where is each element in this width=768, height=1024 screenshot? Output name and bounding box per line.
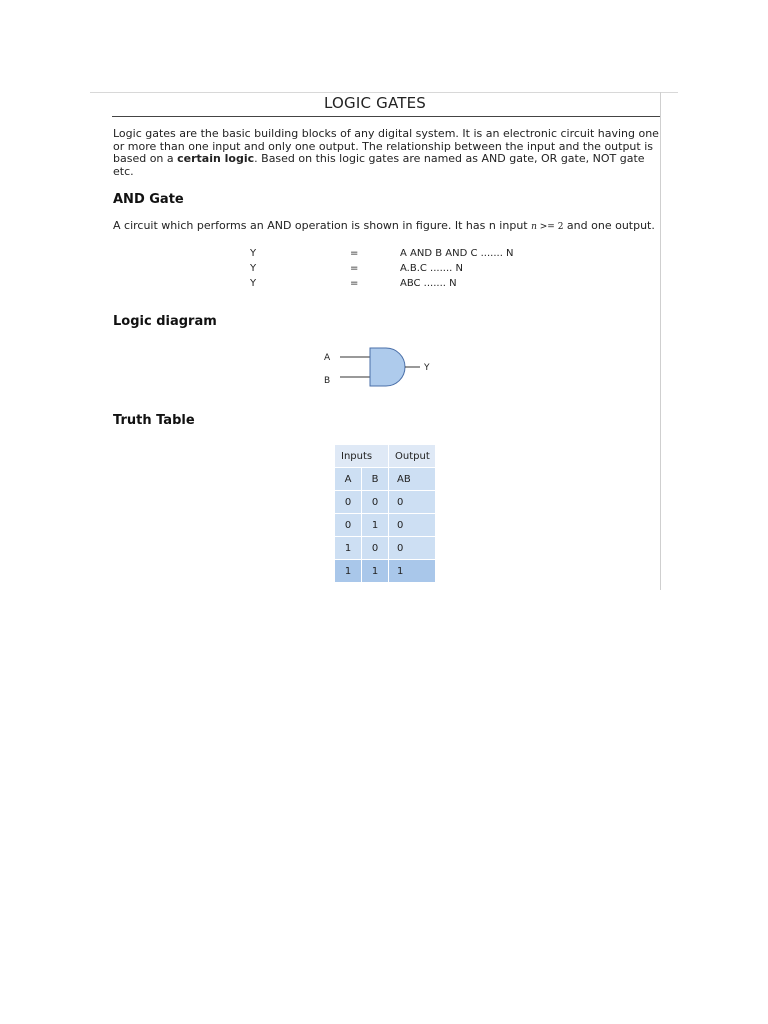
inputs-header: Inputs (335, 445, 389, 468)
diagram-output-y-label: Y (424, 363, 430, 373)
and-gate-shape (370, 348, 405, 386)
equation-lhs: Y (250, 278, 257, 289)
intro-bold-text: certain logic (177, 152, 255, 165)
logic-diagram-heading: Logic diagram (113, 314, 217, 329)
truth-table (334, 444, 436, 583)
equation-row (250, 248, 550, 263)
cell-output: 0 (389, 537, 436, 560)
equations-block (250, 248, 550, 293)
desc-comparison: >= 2 (536, 222, 564, 232)
diagram-input-a-label: A (324, 353, 331, 363)
equation-equals: = (350, 278, 359, 289)
truth-table-group-header (335, 445, 436, 468)
and-gate-description (113, 219, 661, 232)
equation-lhs: Y (250, 248, 257, 259)
output-header: Output (389, 445, 436, 468)
intro-text-2: . Based on this logic gates are named as AND gate, OR gate, NOT gate etc. (113, 152, 645, 178)
equation-equals: = (350, 263, 359, 274)
table-row (335, 514, 436, 537)
cell-output: 0 (389, 491, 436, 514)
column-header-ab: AB (389, 468, 436, 491)
column-header-b: B (362, 468, 389, 491)
cell-b: 0 (362, 491, 389, 514)
cell-b: 0 (362, 537, 389, 560)
cell-a: 0 (335, 491, 362, 514)
equation-rhs: ABC ....... N (400, 278, 457, 289)
equation-row (250, 263, 550, 278)
table-row (335, 491, 436, 514)
truth-table-column-header (335, 468, 436, 491)
and-gate-diagram (316, 344, 446, 390)
equation-lhs: Y (250, 263, 257, 274)
equation-row (250, 278, 550, 293)
cell-a: 0 (335, 514, 362, 537)
desc-text-1: A circuit which performs an AND operation is shown in figure. It has n input (113, 219, 532, 232)
intro-paragraph (113, 128, 661, 178)
equation-rhs: A AND B AND C ....... N (400, 248, 514, 259)
cell-b: 1 (362, 514, 389, 537)
title-underline (112, 116, 660, 117)
cell-a: 1 (335, 537, 362, 560)
intro-text-1: Logic gates are the basic building blocks of any digital system. It is an electronic circuit having one or more than one input and only one output. The relationship between the input and the output is based on a (113, 127, 659, 165)
cell-b: 1 (362, 560, 389, 583)
desc-n-variable: n (531, 222, 537, 232)
column-header-a: A (335, 468, 362, 491)
equation-rhs: A.B.C ....... N (400, 263, 463, 274)
cell-output: 0 (389, 514, 436, 537)
cell-a: 1 (335, 560, 362, 583)
equation-equals: = (350, 248, 359, 259)
page-title: LOGIC GATES (324, 94, 426, 112)
cell-output: 1 (389, 560, 436, 583)
diagram-input-b-label: B (324, 376, 331, 386)
document-content (90, 92, 678, 590)
and-gate-heading: AND Gate (113, 192, 184, 207)
table-row (335, 537, 436, 560)
table-row (335, 560, 436, 583)
top-divider (90, 92, 678, 93)
desc-text-2: and one output. (563, 219, 655, 232)
truth-table-heading: Truth Table (113, 413, 195, 428)
